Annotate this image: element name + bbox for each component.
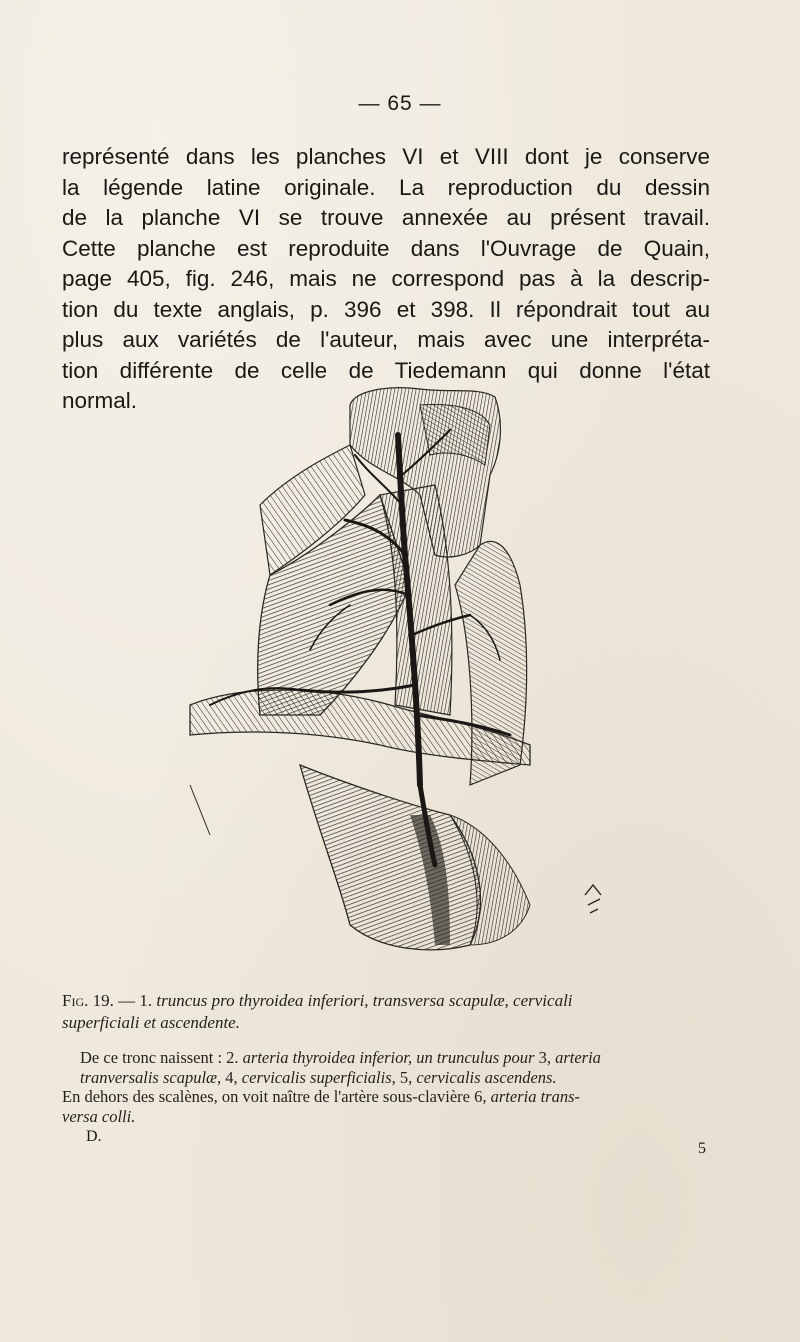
legend-text: De ce tronc naissent : 2. (80, 1048, 239, 1067)
legend-italic: versa colli. (62, 1106, 136, 1126)
caption-italic: truncus pro thyroidea inferiori, transversa scapulæ, cervicali (156, 991, 573, 1010)
body-line: page 405, fig. 246, mais ne correspond pas à la descrip- (62, 266, 710, 291)
legend-line (62, 1068, 752, 1088)
legend-line (62, 1107, 752, 1127)
legend-line (62, 1048, 752, 1068)
body-line: la légende latine originale. La reproduction du dessin (62, 174, 710, 200)
figure-label: Fig. 19. (62, 991, 114, 1010)
legend-text: 3, (538, 1048, 551, 1067)
body-line: tion du texte anglais, p. 396 et 398. Il répondrait tout au (62, 296, 710, 322)
signature-mark: D. (86, 1128, 102, 1145)
legend-text: En dehors des scalènes, on voit naître de l'artère sous-clavière 6, (62, 1087, 487, 1106)
chest-wall (300, 765, 480, 950)
figure-item-number: — 1. (118, 991, 153, 1010)
legend-italic: cervicalis ascendens. (416, 1067, 557, 1087)
legend-line (62, 1087, 752, 1107)
anatomical-figure (150, 385, 730, 985)
legend-italic: cervicalis superficialis, (241, 1067, 396, 1087)
body-line: normal. (62, 388, 138, 413)
anatomical-engraving (150, 385, 730, 985)
figure-legend (62, 1048, 752, 1126)
leader-line (190, 785, 210, 835)
figure-mark (585, 885, 601, 913)
body-line: tion différente de celle de Tiedemann qui donne l'état (62, 357, 710, 383)
page-number: — 65 — (358, 92, 442, 115)
legend-text: 4, (225, 1067, 238, 1087)
body-line: Cette planche est reproduite dans l'Ouvrage de Quain, (62, 235, 710, 261)
body-line: de la planche VI se trouve annexée au présent travail. (62, 205, 710, 230)
legend-text: 5, (399, 1067, 413, 1087)
body-line: plus aux variétés de l'auteur, mais avec une interpréta- (62, 327, 710, 352)
legend-italic: arteria (555, 1048, 601, 1067)
figure-caption (62, 990, 752, 1034)
legend-italic: arteria trans- (490, 1087, 580, 1106)
caption-italic-2: superficiali et ascendente. (62, 1013, 240, 1032)
body-line: représenté dans les planches VI et VIII dont je conserve (62, 144, 710, 169)
legend-italic: arteria thyroidea inferior, un trunculus pour (242, 1048, 535, 1067)
body-paragraph (62, 142, 710, 417)
sheet-number: 5 (698, 1140, 706, 1157)
legend-italic: tranversalis scapulæ, (80, 1067, 222, 1087)
